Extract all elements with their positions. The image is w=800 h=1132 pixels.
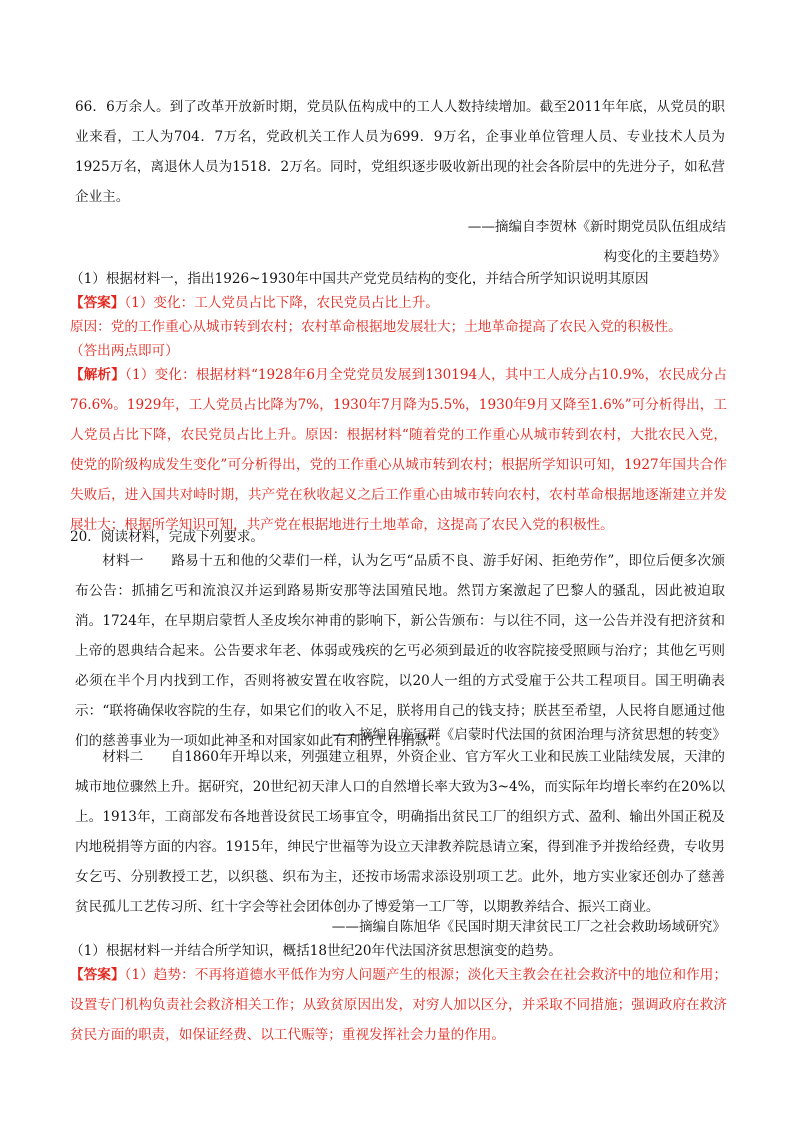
source-citation-1-line2: 构变化的主要趋势》 <box>603 249 726 265</box>
question-20: 20．阅读材料，完成下列要求。 <box>70 529 265 545</box>
source-citation-3: ——摘编自陈旭华《民国时期天津贫民工厂之社会救助场域研究》 <box>331 919 726 935</box>
top-paragraph: 66．6万余人。到了改革开放新时期，党员队伍构成中的工人人数持续增加。截至2011年年底，从党员的职业来看，工人为704．7万名，党政机关工作人员为699．9万名，企事业单位管理人员、专业技术人员为1925万名，离退休人员为1518．2万名。同时，党组织逐步吸收新出现的社会各阶层中的先进分子，如私营企业主。 <box>75 99 725 205</box>
answer-2-text: （1）趋势：不再将道德水平低作为穷人问题产生的根源；淡化天主教会在社会救济中的地位和作用；设置专门机构负责社会救济相关工作；从致贫原因出发，对穷人加以区分，并采取不同措施；强调政府在救济贫民方面的职责，如保证经费、以工代赈等；重视发挥社会力量的作用。 <box>70 967 728 1043</box>
material-1: 材料一 路易十五和他的父辈们一样，认为乞丐“品质不良、游手好闲、拒绝劳作”，即位后便多次颁布公告：抓捕乞丐和流浪汉并运到路易斯安那等法国殖民地。然罚方案激起了巴黎人的骚乱，因此被迫取消。1724年，在早期启蒙哲人圣皮埃尔神甫的影响下，新公告颁布：与以往不同，这一公告并没有把济贫和上帝的恩典结合起来。公告要求年老、体弱或残疾的乞丐必须到最近的收容院接受照顾与治疗；其他乞丐则必须在半个月内找到工作，否则将被安置在收容院，以20人一组的方式受雇于公共工程项目。国王明确表示：“联将确保收容院的生存，如果它们的收入不足，朕将用自己的钱支持；朕甚至希望，人民将自愿通过他们的慈善事业为一项如此神圣和对国家如此有利的工作捐款”。 <box>75 553 725 749</box>
analysis-1-text: （1）变化：根据材料“1928年6月全党党员发展到130194人，其中工人成分占10.9%，农民成分占76.6%。1929年，工人党员占比降为7%，1930年7月降为5.5%，1930年9月又降至1.6%”可分析得出，工人党员占比下降，农民党员占比上升。原因：根据材料“随着党的工作重心从城市转到农村，大批农民入党，使党的阶级构成发生变化”可分析得出，党的工作重心从城市转到农村；根据所学知识可知，1927年国共合作失败后，进入国共对峙时期，共产党在秋收起义之后工作重心由城市转向农村，农村革命根据地逐渐建立并发展壮大；根据所学知识可知，共产党在根据地进行土地革命，这提高了农民入党的积极性。 <box>70 367 728 533</box>
answer-1-line2: 原因：党的工作重心从城市转到农村；农村革命根据地发展壮大；土地革命提高了农民入党的积极性。 <box>70 319 682 335</box>
analysis-1 <box>70 360 727 540</box>
source-citation-1-line1: ——摘编自李贺林《新时期党员队伍组成结 <box>467 219 726 235</box>
answer-tag: 【答案】 <box>70 967 125 983</box>
question-1: （1）根据材料一，指出1926~1930年中国共产党党员结构的变化，并结合所学知识说明其原因 <box>70 271 649 287</box>
material-2: 材料二 自1860年开埠以来，列强建立租界，外资企业、官方军火工业和民族工业陆续发展，天津的城市地位骤然上升。据研究，20世纪初天津人口的自然增长率大致为3~4%，而实际年均增长率约在20%以上。1913年，工商部发布各地普设贫民工场事宜令，明确指出贫民工厂的组织方式、盈利、输出外国正税及内地税捐等方面的内容。1915年，绅民宁世福等为设立天津教养院恳请立案，得到准予并拨给经费，专收男女乞丐、分别教授工艺，以织毯、织布为主，还按市场需求添设别项工艺。此外，地方实业家还创办了慈善贫民孤儿工艺传习所、红十字会等社会团体创办了博爱第一工厂等，以期教养结合、振兴工商业。 <box>75 749 725 915</box>
analysis-tag: 【解析】 <box>70 367 126 383</box>
answer-tag: 【答案】 <box>70 295 125 311</box>
answer-2 <box>70 960 727 1050</box>
answer-1-line3: （答出两点即可） <box>70 343 179 359</box>
question-2: （1）根据材料一并结合所学知识，概括18世纪20年代法国济贫思想演变的趋势。 <box>70 943 562 959</box>
answer-1-text: （1）变化：工人党员占比下降，农民党员占比上升。 <box>124 295 439 311</box>
source-citation-2: ——摘编自庞冠群《启蒙时代法国的贫困治理与济贫思想的转变》 <box>331 727 726 743</box>
